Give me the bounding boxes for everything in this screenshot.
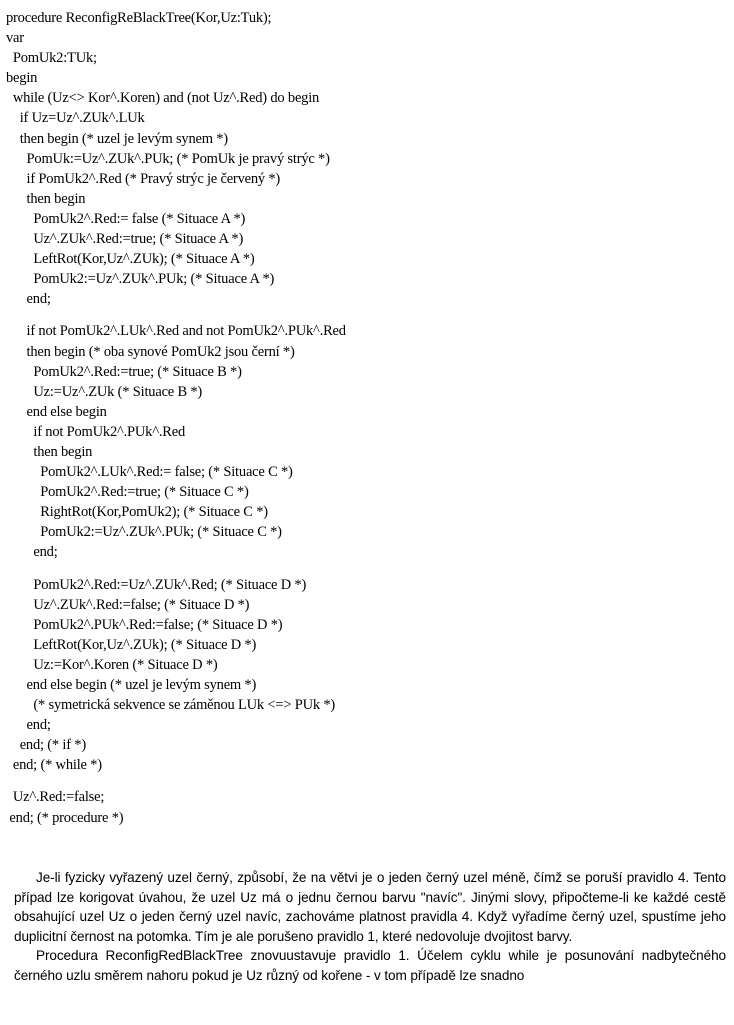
- code-line: then begin: [6, 190, 86, 207]
- code-line: LeftRot(Kor,Uz^.ZUk); (* Situace D *): [6, 636, 257, 653]
- code-line: [6, 775, 730, 787]
- code-line: end; (* procedure *): [6, 809, 124, 826]
- code-line: RightRot(Kor,PomUk2); (* Situace C *): [6, 504, 268, 521]
- code-line: if not PomUk2^.PUk^.Red: [6, 423, 186, 440]
- code-line: begin: [6, 70, 38, 87]
- code-line: Uz:=Kor^.Koren (* Situace D *): [6, 656, 218, 673]
- code-line: PomUk2:=Uz^.ZUk^.PUk; (* Situace A *): [6, 271, 275, 288]
- code-line: LeftRot(Kor,Uz^.ZUk); (* Situace A *): [6, 251, 255, 268]
- code-line: while (Uz<> Kor^.Koren) and (not Uz^.Red) do begin: [6, 90, 320, 107]
- code-line: if not PomUk2^.LUk^.Red and not PomUk2^.PUk^.Red: [6, 323, 346, 340]
- code-line: Uz^.ZUk^.Red:=false; (* Situace D *): [6, 596, 250, 613]
- code-line: PomUk2^.Red:=Uz^.ZUk^.Red; (* Situace D *): [6, 576, 307, 593]
- code-line: Uz^.ZUk^.Red:=true; (* Situace A *): [6, 231, 244, 248]
- code-line: PomUk2^.Red:= false (* Situace A *): [6, 210, 246, 227]
- code-line: Uz:=Uz^.ZUk (* Situace B *): [6, 383, 203, 400]
- code-line: [6, 563, 730, 575]
- code-line: if PomUk2^.Red (* Pravý strýc je červený *): [6, 170, 281, 187]
- body-text: [14, 868, 726, 986]
- code-line: PomUk2:=Uz^.ZUk^.PUk; (* Situace C *): [6, 524, 282, 541]
- code-line: (* symetrická sekvence se záměnou LUk <=> PUk *): [6, 697, 336, 714]
- code-listing: [6, 8, 730, 828]
- code-line: then begin (* uzel je levým synem *): [6, 130, 228, 147]
- code-line: then begin: [6, 443, 93, 460]
- code-line: end; (* while *): [6, 757, 102, 774]
- paragraph-1: Je-li fyzicky vyřazený uzel černý, způsobí, že na větvi je o jeden černý uzel méně, čímž se poruší pravidlo 4. Tento případ lze korigovat úvahou, že uzel Uz má o jednu černou barvu "navíc". Jinými slovy, připočteme-li ke každé cestě obsahující uzel Uz o jeden černý uzel navíc, zachováme platnost pravidla 4. Když vyřadíme černý uzel, spustíme jeho duplicitní černost na potomka. Tím je ale porušeno pravidlo 1, které nedovoluje dvojitost barvy.: [14, 870, 726, 944]
- code-line: var: [6, 30, 24, 47]
- code-line: end; (* if *): [6, 737, 86, 754]
- code-line: end;: [6, 291, 51, 308]
- code-line: Uz^.Red:=false;: [6, 789, 105, 806]
- code-line: PomUk2^.Red:=true; (* Situace C *): [6, 484, 249, 501]
- code-line: PomUk2^.PUk^.Red:=false; (* Situace D *): [6, 616, 283, 633]
- code-line: end;: [6, 544, 58, 561]
- paragraph-2: Procedura ReconfigRedBlackTree znovuustavuje pravidlo 1. Účelem cyklu while je posunování nadbytečného černého uzlu směrem nahoru pokud je Uz různý od kořene - v tom případě lze snadno: [14, 948, 726, 983]
- code-line: PomUk:=Uz^.ZUk^.PUk; (* PomUk je pravý strýc *): [6, 150, 330, 167]
- code-line: end else begin: [6, 403, 107, 420]
- code-line: end;: [6, 717, 51, 734]
- code-line: PomUk2:TUk;: [6, 50, 97, 67]
- code-line: procedure ReconfigReBlackTree(Kor,Uz:Tuk);: [6, 10, 272, 26]
- code-line: [6, 309, 730, 321]
- code-line: PomUk2^.Red:=true; (* Situace B *): [6, 363, 242, 380]
- code-line: PomUk2^.LUk^.Red:= false; (* Situace C *): [6, 464, 293, 481]
- code-line: then begin (* oba synové PomUk2 jsou černí *): [6, 343, 295, 360]
- code-line: end else begin (* uzel je levým synem *): [6, 677, 257, 693]
- code-line: if Uz=Uz^.ZUk^.LUk: [6, 110, 145, 127]
